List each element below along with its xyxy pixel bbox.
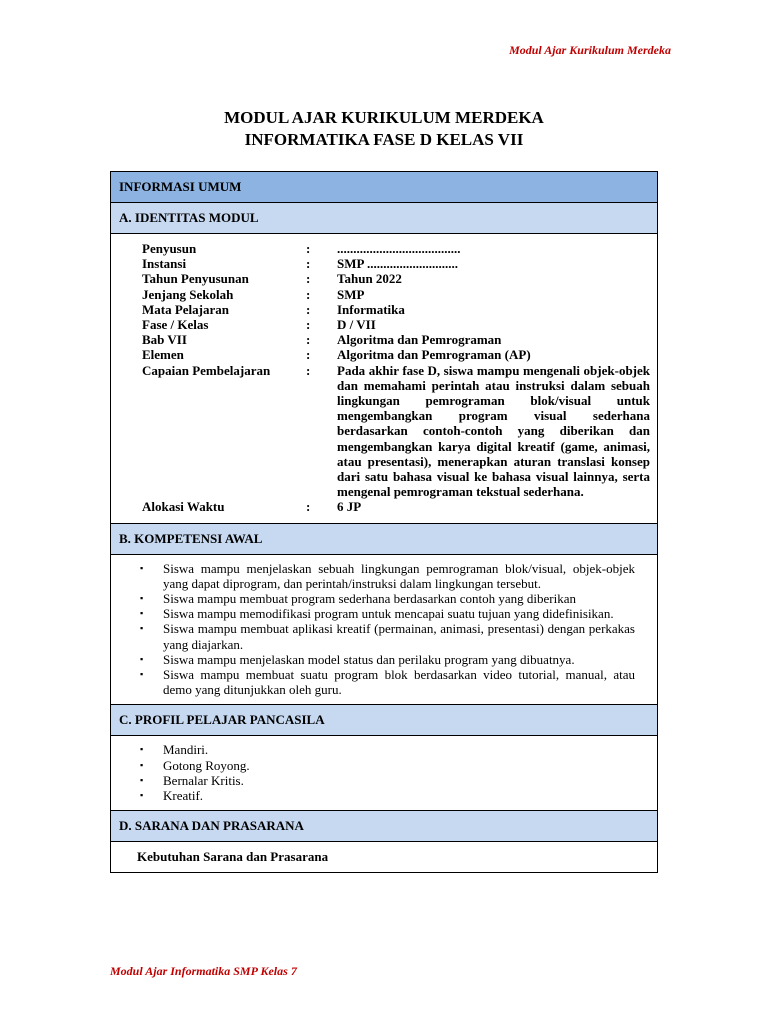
identity-colon: : <box>306 301 311 317</box>
identity-row <box>142 241 649 256</box>
document-title <box>0 107 768 151</box>
list-item <box>140 652 635 667</box>
title-line-2: INFORMATIKA FASE D KELAS VII <box>244 130 524 149</box>
profil-list <box>111 736 657 810</box>
identity-colon: : <box>306 499 311 515</box>
list-item-text: Gotong Royong. <box>163 757 250 773</box>
identity-value: D / VII <box>337 317 376 333</box>
bullet-icon: ▪ <box>140 608 144 619</box>
bullet-icon: ▪ <box>140 653 144 664</box>
list-item-text: Siswa mampu membuat aplikasi kreatif (permainan, animasi, presentasi) dengan perkakas yang diajarkan. <box>163 621 635 652</box>
identity-colon: : <box>306 241 311 256</box>
identity-value: SMP ............................ <box>337 256 458 272</box>
list-item <box>140 788 635 803</box>
identity-key: Bab VII <box>142 332 187 348</box>
bullet-icon: ▪ <box>140 774 144 785</box>
identity-key: Instansi <box>142 256 187 272</box>
bullet-icon: ▪ <box>140 759 144 770</box>
list-item <box>140 742 635 757</box>
identity-row <box>142 347 649 362</box>
identity-key: Capaian Pembelajaran <box>142 362 271 378</box>
kompetensi-list <box>111 555 657 705</box>
identity-value: 6 JP <box>337 499 362 515</box>
list-item <box>140 606 635 621</box>
identity-value: Algoritma dan Pemrograman (AP) <box>337 347 531 363</box>
list-item-text: Siswa mampu membuat suatu program blok berdasarkan video tutorial, manual, atau demo yang ditunjukkan oleh guru. <box>163 667 635 698</box>
list-item-text: Siswa mampu menjelaskan model status dan perilaku program yang dibuatnya. <box>163 651 575 667</box>
identity-value: Tahun 2022 <box>337 271 402 287</box>
identity-list <box>111 234 657 524</box>
identity-colon: : <box>306 347 311 363</box>
identity-key: Alokasi Waktu <box>142 499 225 515</box>
page-footer: Modul Ajar Informatika SMP Kelas 7 <box>110 964 297 978</box>
bullet-icon: ▪ <box>140 593 144 604</box>
sarana-text: Kebutuhan Sarana dan Prasarana <box>137 849 329 865</box>
bullet-icon: ▪ <box>140 669 144 680</box>
identity-key: Fase / Kelas <box>142 317 209 333</box>
identity-colon: : <box>306 271 311 287</box>
bullet-icon: ▪ <box>140 744 144 755</box>
list-item-text: Kreatif. <box>163 788 204 804</box>
identity-key: Penyusun <box>142 241 197 256</box>
section-kompetensi-awal: B. KOMPETENSI AWAL <box>111 524 657 555</box>
identity-colon: : <box>306 362 311 378</box>
identity-row <box>142 256 649 271</box>
identity-key: Mata Pelajaran <box>142 301 230 317</box>
title-line-1: MODUL AJAR KURIKULUM MERDEKA <box>224 108 544 127</box>
section-identitas-modul: A. IDENTITAS MODUL <box>111 203 657 234</box>
identity-colon: : <box>306 332 311 348</box>
section-profil-pelajar: C. PROFIL PELAJAR PANCASILA <box>111 705 657 736</box>
identity-row <box>142 302 649 317</box>
identity-value: SMP <box>337 286 365 302</box>
identity-value: ...................................... <box>337 241 461 256</box>
identity-colon: : <box>306 286 311 302</box>
list-item-text: Siswa mampu menjelaskan sebuah lingkungan pemrograman blok/visual, objek-objek yang dapat diprogram, dan perintah/instruksi dalam lingkungan tersebut. <box>163 560 635 591</box>
list-item <box>140 561 635 591</box>
identity-row <box>142 499 649 514</box>
identity-colon: : <box>306 256 311 272</box>
identity-key: Tahun Penyusunan <box>142 271 249 287</box>
identity-colon: : <box>306 317 311 333</box>
identity-row <box>142 332 649 347</box>
list-item <box>140 758 635 773</box>
bullet-icon: ▪ <box>140 790 144 801</box>
module-table <box>110 171 658 873</box>
list-item <box>140 667 635 697</box>
identity-row <box>142 271 649 286</box>
identity-row <box>142 317 649 332</box>
identity-row <box>142 287 649 302</box>
identity-value: Pada akhir fase D, siswa mampu mengenali objek-objek dan memahami perintah atau instruksi dalam sebuah lingkungan pemrograman blok/visual untuk mengembangkan program visual sederhana berdasarkan contoh-contoh yang diberikan dan mengembangkan karya digital kreatif (game, animasi, atau presentasi), menerapkan aturan translasi konsep dari satu bahasa visual ke bahasa visual lainnya, serta mengenal pemrograman tekstual sederhana. <box>337 362 650 500</box>
section-informasi-umum: INFORMASI UMUM <box>111 172 657 203</box>
list-item-text: Bernalar Kritis. <box>163 772 244 788</box>
list-item-text: Siswa mampu memodifikasi program untuk mencapai suatu tujuan yang didefinisikan. <box>163 606 614 622</box>
identity-row <box>142 363 649 500</box>
identity-key: Jenjang Sekolah <box>142 286 234 302</box>
bullet-icon: ▪ <box>140 562 144 573</box>
list-item <box>140 591 635 606</box>
bullet-icon: ▪ <box>140 623 144 634</box>
identity-value: Algoritma dan Pemrograman <box>337 332 502 348</box>
list-item <box>140 773 635 788</box>
list-item-text: Mandiri. <box>163 742 209 758</box>
running-header: Modul Ajar Kurikulum Merdeka <box>509 43 671 57</box>
identity-value: Informatika <box>337 301 405 317</box>
list-item <box>140 621 635 651</box>
section-sarana-prasarana: D. SARANA DAN PRASARANA <box>111 811 657 842</box>
identity-key: Elemen <box>142 347 184 363</box>
list-item-text: Siswa mampu membuat program sederhana berdasarkan contoh yang diberikan <box>163 591 576 607</box>
